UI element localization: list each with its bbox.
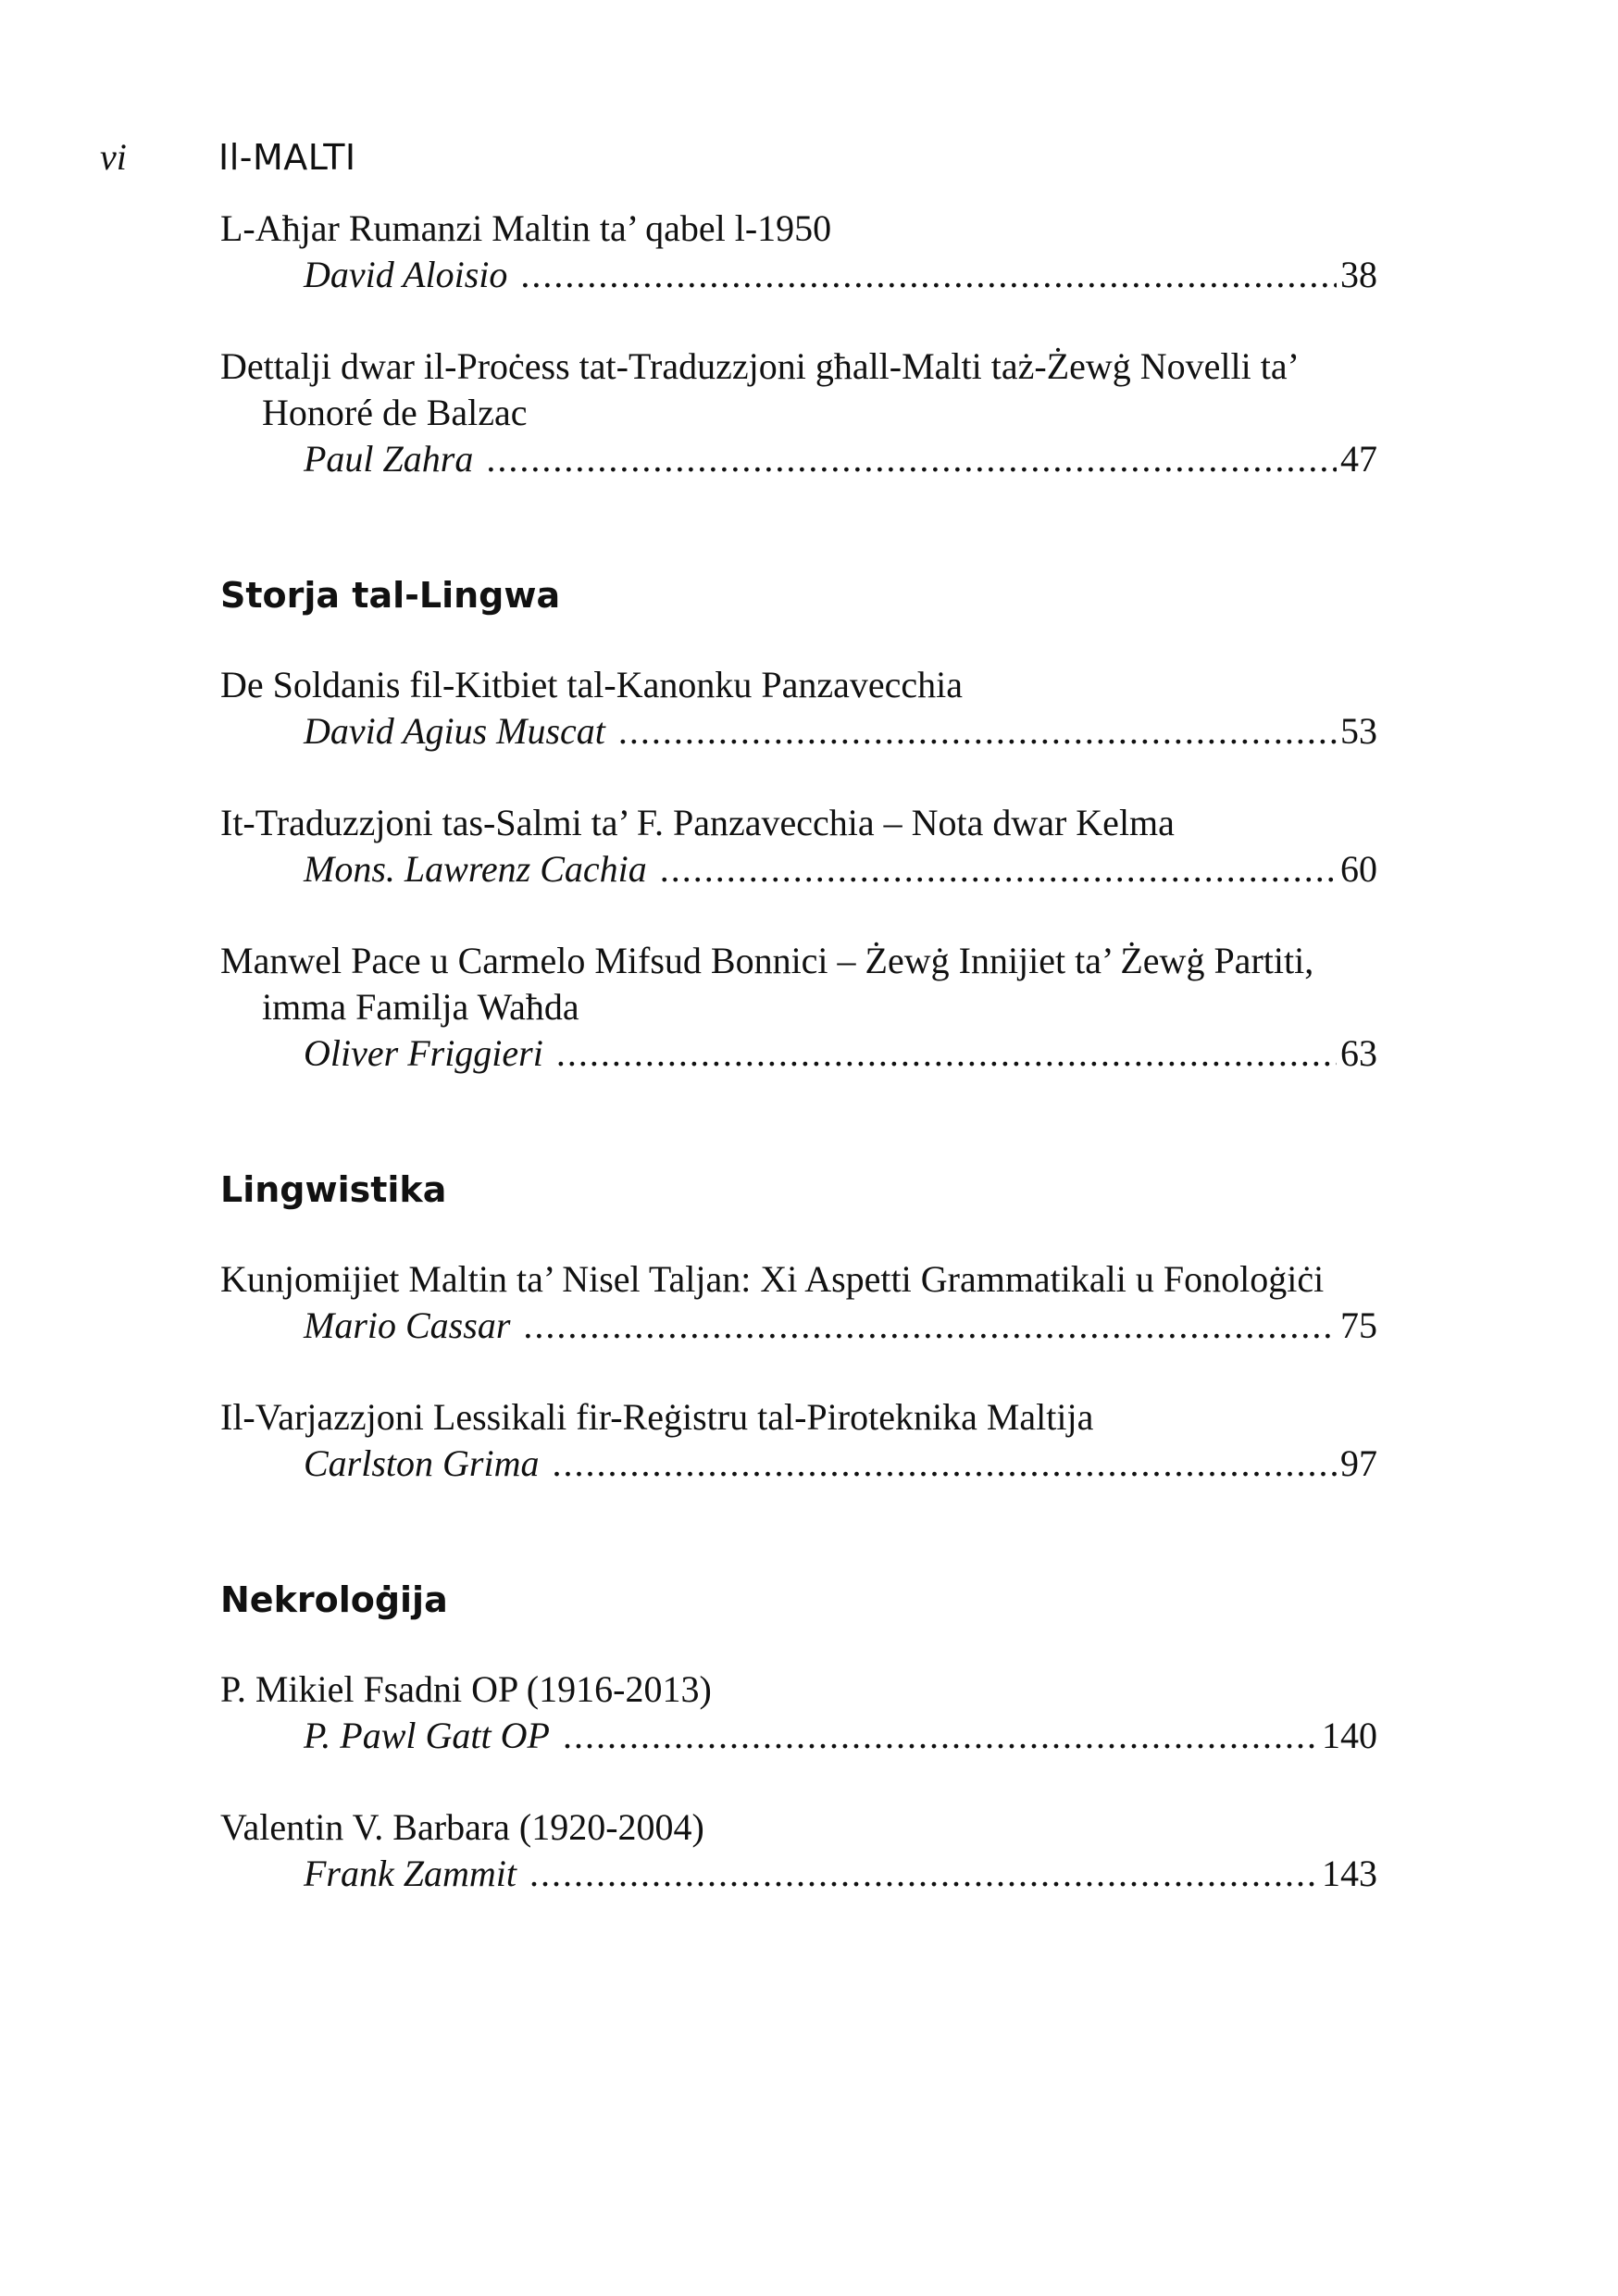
entry-author: Paul Zahra (304, 438, 474, 480)
journal-title: Il-MALTI (218, 137, 356, 178)
section-heading: Lingwistika (220, 1169, 447, 1210)
toc-entry (220, 1394, 1377, 1487)
entry-author: Frank Zammit (304, 1853, 517, 1894)
toc-section (220, 571, 1377, 1077)
entry-title: It-Traduzzjoni tas-Salmi ta’ F. Panzavecchia – Nota dwar Kelma (220, 802, 1175, 843)
dot-leader (553, 1441, 1338, 1487)
toc-entry (220, 800, 1377, 892)
entry-title: Dettalji dwar il-Proċess tat-Traduzzjoni għall-Malti taż-Żewġ Novelli ta’ Honoré de Balzac (220, 345, 1297, 433)
entry-author: David Aloisio (304, 254, 508, 295)
entry-author-line (220, 1851, 1377, 1897)
dot-leader (486, 436, 1337, 482)
dot-leader (660, 846, 1337, 892)
running-head (100, 130, 655, 185)
entry-page-number: 140 (1322, 1715, 1377, 1756)
entry-author: David Agius Muscat (304, 710, 605, 752)
section-heading: Nekroloġija (220, 1579, 448, 1620)
dot-leader (529, 1851, 1318, 1897)
entry-author-line (220, 1441, 1377, 1487)
entry-title: Valentin V. Barbara (1920-2004) (220, 1806, 704, 1848)
entry-author: Mons. Lawrenz Cachia (304, 848, 647, 890)
entry-author-line (220, 1713, 1377, 1759)
dot-leader (563, 1713, 1318, 1759)
toc-section-continuation (220, 206, 1377, 482)
table-of-contents (220, 206, 1377, 1897)
entry-title: L-Aħjar Rumanzi Maltin ta’ qabel l-1950 (220, 207, 832, 249)
toc-entry (220, 1804, 1377, 1897)
entry-page-number: 60 (1340, 848, 1377, 890)
entry-author-line (220, 708, 1377, 755)
entry-author-line (220, 252, 1377, 298)
toc-entry (220, 938, 1377, 1077)
entry-title: Kunjomijiet Maltin ta’ Nisel Taljan: Xi Aspetti Grammatikali u Fonoloġiċi (220, 1258, 1325, 1300)
entry-author: Carlston Grima (304, 1442, 540, 1484)
entry-page-number: 97 (1340, 1442, 1377, 1484)
entry-page-number: 53 (1340, 710, 1377, 752)
entry-title: P. Mikiel Fsadni OP (1916-2013) (220, 1668, 712, 1710)
entry-author: P. Pawl Gatt OP (304, 1715, 550, 1756)
toc-entry (220, 343, 1377, 482)
entry-page-number: 38 (1340, 254, 1377, 295)
toc-section (220, 1576, 1377, 1897)
toc-entry (220, 662, 1377, 755)
entry-page-number: 47 (1340, 438, 1377, 480)
entry-page-number: 143 (1322, 1853, 1377, 1894)
entry-author-line (220, 1030, 1377, 1077)
dot-leader (556, 1030, 1337, 1077)
entry-title: Manwel Pace u Carmelo Mifsud Bonnici – Żewġ Innijiet ta’ Żewġ Partiti, imma Familja Waħda (220, 940, 1314, 1028)
entry-author: Oliver Friggieri (304, 1032, 543, 1074)
section-heading: Storja tal-Lingwa (220, 575, 561, 616)
entry-author-line (220, 846, 1377, 892)
toc-section (220, 1166, 1377, 1487)
entry-author: Mario Cassar (304, 1304, 511, 1346)
entry-title: Il-Varjazzjoni Lessikali fir-Reġistru tal-Piroteknika Maltija (220, 1396, 1094, 1438)
toc-entry (220, 206, 1377, 298)
toc-entry (220, 1666, 1377, 1759)
entry-author-line (220, 436, 1377, 482)
entry-title: De Soldanis fil-Kitbiet tal-Kanonku Panzavecchia (220, 664, 963, 705)
entry-page-number: 75 (1340, 1304, 1377, 1346)
dot-leader (520, 252, 1337, 298)
entry-author-line (220, 1303, 1377, 1349)
dot-leader (618, 708, 1337, 755)
page-folio: vi (100, 136, 127, 178)
dot-leader (523, 1303, 1337, 1349)
entry-page-number: 63 (1340, 1032, 1377, 1074)
toc-entry (220, 1256, 1377, 1349)
